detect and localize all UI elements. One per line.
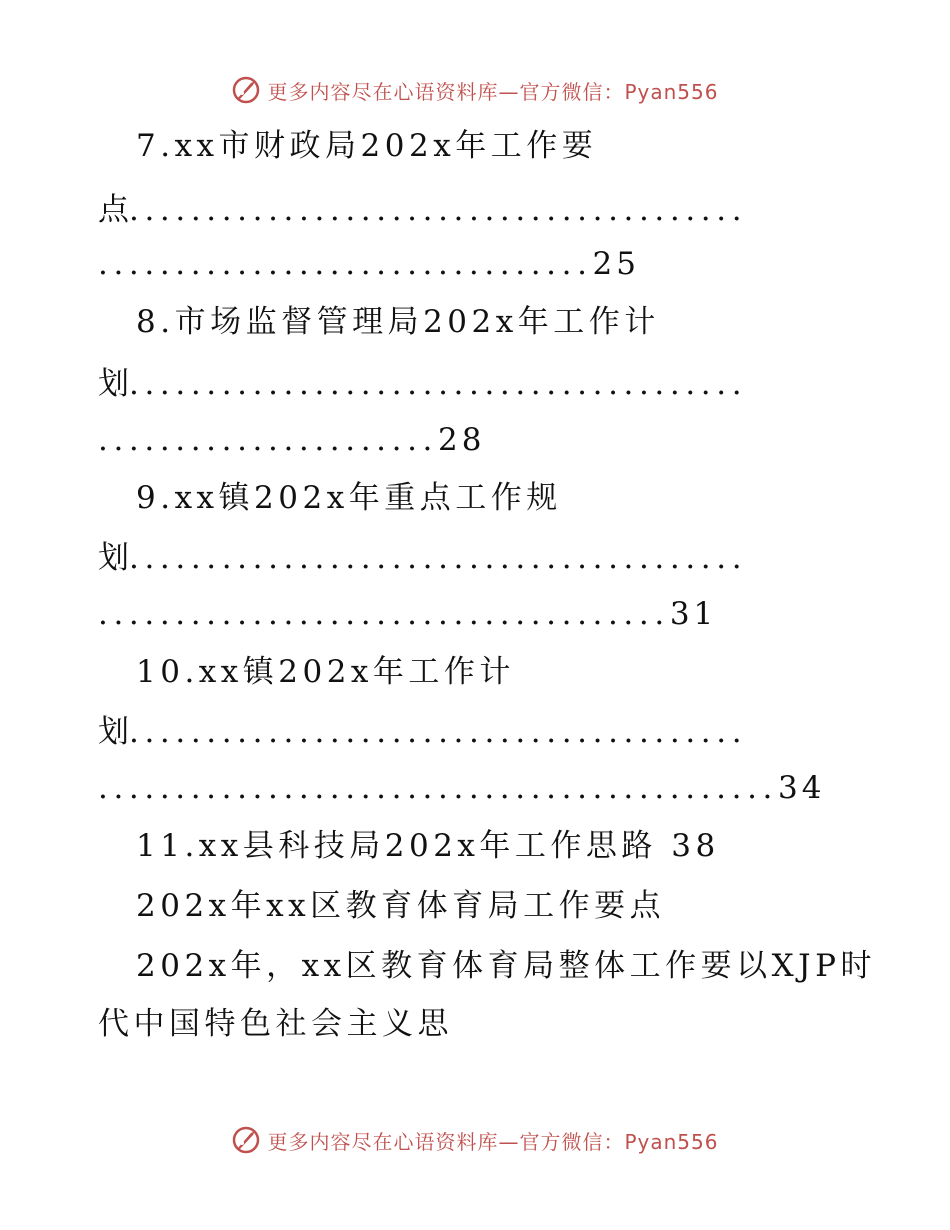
banner-text: 更多内容尽在心语资料库—官方微信：Pyan556 <box>267 1129 719 1154</box>
header-banner <box>0 70 950 110</box>
toc-page-number: 31 <box>669 596 718 632</box>
toc-entry-title: 9.xx镇202x年重点工作规 <box>136 480 562 516</box>
toc-entry-title: 10.xx镇202x年工作计 <box>136 654 515 690</box>
section-heading: 202x年xx区教育体育局工作要点 <box>136 888 666 924</box>
toc-entry-title: 8.市场监督管理局202x年工作计 <box>136 304 660 340</box>
toc-entry-leader-2 <box>98 594 717 634</box>
toc-page-number: 34 <box>777 770 826 806</box>
toc-entry-title: 11.xx县科技局202x年工作思路 38 <box>136 828 720 864</box>
toc-dot-leader: ...................... <box>98 422 438 458</box>
toc-entry-continuation: 划 <box>98 366 129 402</box>
quill-pen-logo-icon <box>231 75 261 105</box>
toc-entry-continuation: 划 <box>98 540 129 576</box>
toc-dot-leader: ........................................ <box>129 540 748 576</box>
toc-entry-leader <box>98 538 747 578</box>
toc-page-number: 28 <box>438 422 486 458</box>
paragraph-line: 代中国特色社会主义思 <box>98 1006 453 1042</box>
toc-dot-leader: ........................................ <box>129 192 748 228</box>
toc-entry-continuation: 划 <box>98 714 129 750</box>
toc-entry-leader-2 <box>98 244 640 284</box>
toc-entry-title: 7.xx市财政局202x年工作要 <box>136 128 598 164</box>
paragraph-line: 202x年，xx区教育体育局整体工作要以XJP时 <box>136 948 876 984</box>
footer-banner <box>0 1120 950 1160</box>
toc-dot-leader: ................................ <box>98 246 593 282</box>
toc-entry-leader <box>98 190 747 230</box>
toc-dot-leader: ........................................ <box>129 366 748 402</box>
toc-dot-leader: ........................................ <box>129 714 748 750</box>
toc-entry-leader-2 <box>98 768 825 808</box>
toc-dot-leader: ..................................... <box>98 596 670 632</box>
toc-entry-leader <box>98 712 747 752</box>
toc-dot-leader: ............................................ <box>98 770 778 806</box>
banner-text: 更多内容尽在心语资料库—官方微信：Pyan556 <box>267 79 719 104</box>
toc-entry-continuation: 点 <box>98 192 129 228</box>
toc-entry-leader-2 <box>98 420 485 460</box>
quill-pen-logo-icon <box>231 1125 261 1155</box>
toc-page-number: 25 <box>592 246 640 282</box>
toc-entry-leader <box>98 364 747 404</box>
